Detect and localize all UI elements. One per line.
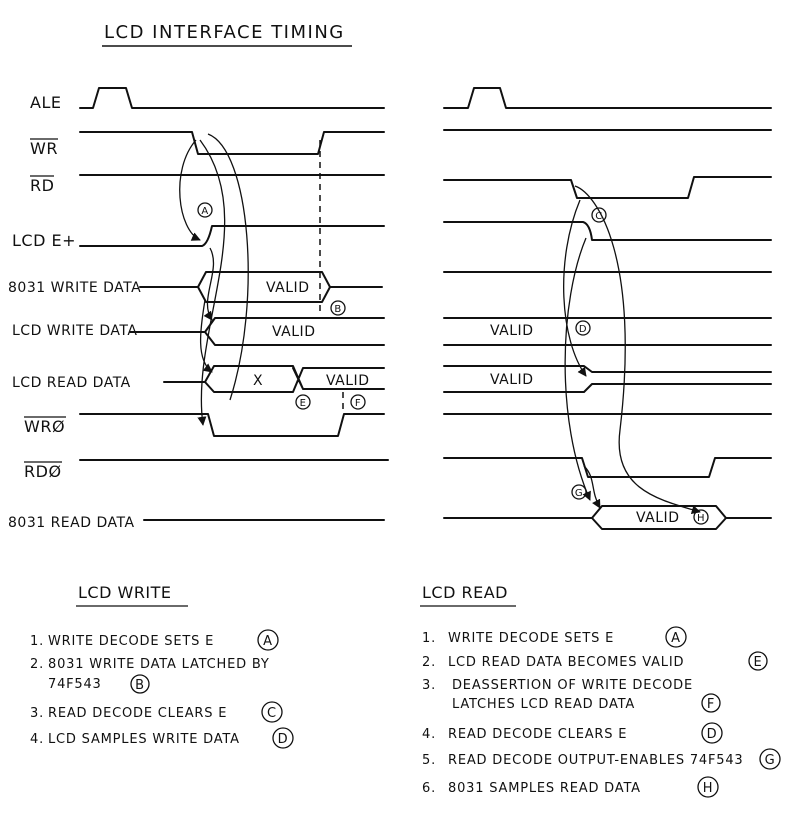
signal-label-ale: ALE xyxy=(30,93,62,112)
arrow-rd-to-e xyxy=(575,186,700,512)
read-step-5-num: 5. xyxy=(422,753,437,768)
signal-label-wr0: WRØ xyxy=(24,417,66,436)
lcd-write-heading: LCD WRITE xyxy=(78,583,172,602)
wave-8031-write-data-bus xyxy=(140,272,382,302)
arrow-wr-long xyxy=(208,134,248,400)
page-title: LCD INTERFACE TIMING xyxy=(104,22,345,43)
signal-label-lcd-read-data: LCD READ DATA xyxy=(12,375,131,391)
read-step-2-ref: E xyxy=(753,655,763,670)
write-step-1-num: 1. xyxy=(30,634,45,649)
marker-g: G xyxy=(574,488,584,499)
read-step-5-text: READ DECODE OUTPUT-ENABLES 74F543 xyxy=(448,753,744,768)
write-step-2-ref: B xyxy=(135,678,145,693)
read-step-3-text: DEASSERTION OF WRITE DECODE xyxy=(452,678,693,693)
lcd-read-heading: LCD READ xyxy=(422,583,508,602)
wave-wr-write xyxy=(80,132,384,154)
read-step-6-text: 8031 SAMPLES READ DATA xyxy=(448,781,641,796)
write-step-3-text: READ DECODE CLEARS E xyxy=(48,706,228,721)
label-valid-8031-write: VALID xyxy=(266,280,310,296)
arrow-e-to-read-data xyxy=(564,200,586,376)
wave-lcd-e-write xyxy=(80,226,384,246)
write-step-3-num: 3. xyxy=(30,706,45,721)
read-step-1-num: 1. xyxy=(422,631,437,646)
label-valid-lcd-write: VALID xyxy=(272,324,316,340)
write-step-3-ref: C xyxy=(267,706,277,721)
label-x-lcd-read: X xyxy=(253,373,264,389)
read-step-1-ref: A xyxy=(671,631,681,646)
wave-rd-read xyxy=(444,177,771,198)
write-step-4-num: 4. xyxy=(30,732,45,747)
signal-label-8031-read-data: 8031 READ DATA xyxy=(8,515,135,531)
read-step-5-ref: G xyxy=(764,753,776,768)
read-step-3-ref: F xyxy=(706,697,716,712)
read-step-2-text: LCD READ DATA BECOMES VALID xyxy=(448,655,685,670)
wave-ale-read xyxy=(444,88,771,108)
label-valid-lcd-read: VALID xyxy=(326,373,370,389)
read-step-2-num: 2. xyxy=(422,655,437,670)
read-step-1-text: WRITE DECODE SETS E xyxy=(448,631,615,646)
marker-a: A xyxy=(201,206,209,217)
wave-8031-read-data-bus xyxy=(444,506,771,529)
signal-label-8031-write-data: 8031 WRITE DATA xyxy=(8,280,142,296)
write-step-2-text-2: 74F543 xyxy=(48,677,102,692)
signal-label-rd: RD xyxy=(30,176,55,195)
signal-label-wr: WR xyxy=(30,139,58,158)
label-valid-lcd-write-read: VALID xyxy=(490,323,534,339)
wave-lcd-write-data-bus xyxy=(130,318,384,345)
read-step-4-ref: D xyxy=(706,727,718,742)
write-step-4-ref: D xyxy=(277,732,289,747)
read-step-6-ref: H xyxy=(702,781,714,796)
wave-rd0-read xyxy=(444,458,771,477)
marker-c: C xyxy=(595,211,603,222)
write-step-2-num: 2. xyxy=(30,657,45,672)
marker-e-left: E xyxy=(299,398,307,409)
wave-wr0-write xyxy=(80,414,384,436)
label-valid-8031-read: VALID xyxy=(636,510,680,526)
arrow-e-to-rd0 xyxy=(565,238,590,500)
marker-d: D xyxy=(578,324,588,335)
read-step-4-text: READ DECODE CLEARS E xyxy=(448,727,628,742)
label-valid-lcd-read-read: VALID xyxy=(490,372,534,388)
read-step-3-text-2: LATCHES LCD READ DATA xyxy=(452,697,636,712)
arrow-wr-to-e xyxy=(180,140,200,240)
read-step-3-num: 3. xyxy=(422,678,437,693)
read-step-4-num: 4. xyxy=(422,727,437,742)
write-step-4-text: LCD SAMPLES WRITE DATA xyxy=(48,732,240,747)
signal-label-rd0: RDØ xyxy=(24,462,62,481)
signal-label-lcd-write-data: LCD WRITE DATA xyxy=(12,323,138,339)
wave-lcd-e-read xyxy=(444,222,771,240)
wave-ale-write xyxy=(80,88,384,108)
marker-f: F xyxy=(354,398,362,409)
marker-h: H xyxy=(696,513,706,524)
marker-b: B xyxy=(334,304,342,315)
write-step-2-text: 8031 WRITE DATA LATCHED BY xyxy=(48,657,270,672)
read-step-6-num: 6. xyxy=(422,781,437,796)
arrow-e-to-read-data xyxy=(201,300,212,372)
signal-label-lcd-e: LCD E+ xyxy=(12,231,77,250)
write-step-1-ref: A xyxy=(263,634,273,649)
write-step-1-text: WRITE DECODE SETS E xyxy=(48,634,215,649)
